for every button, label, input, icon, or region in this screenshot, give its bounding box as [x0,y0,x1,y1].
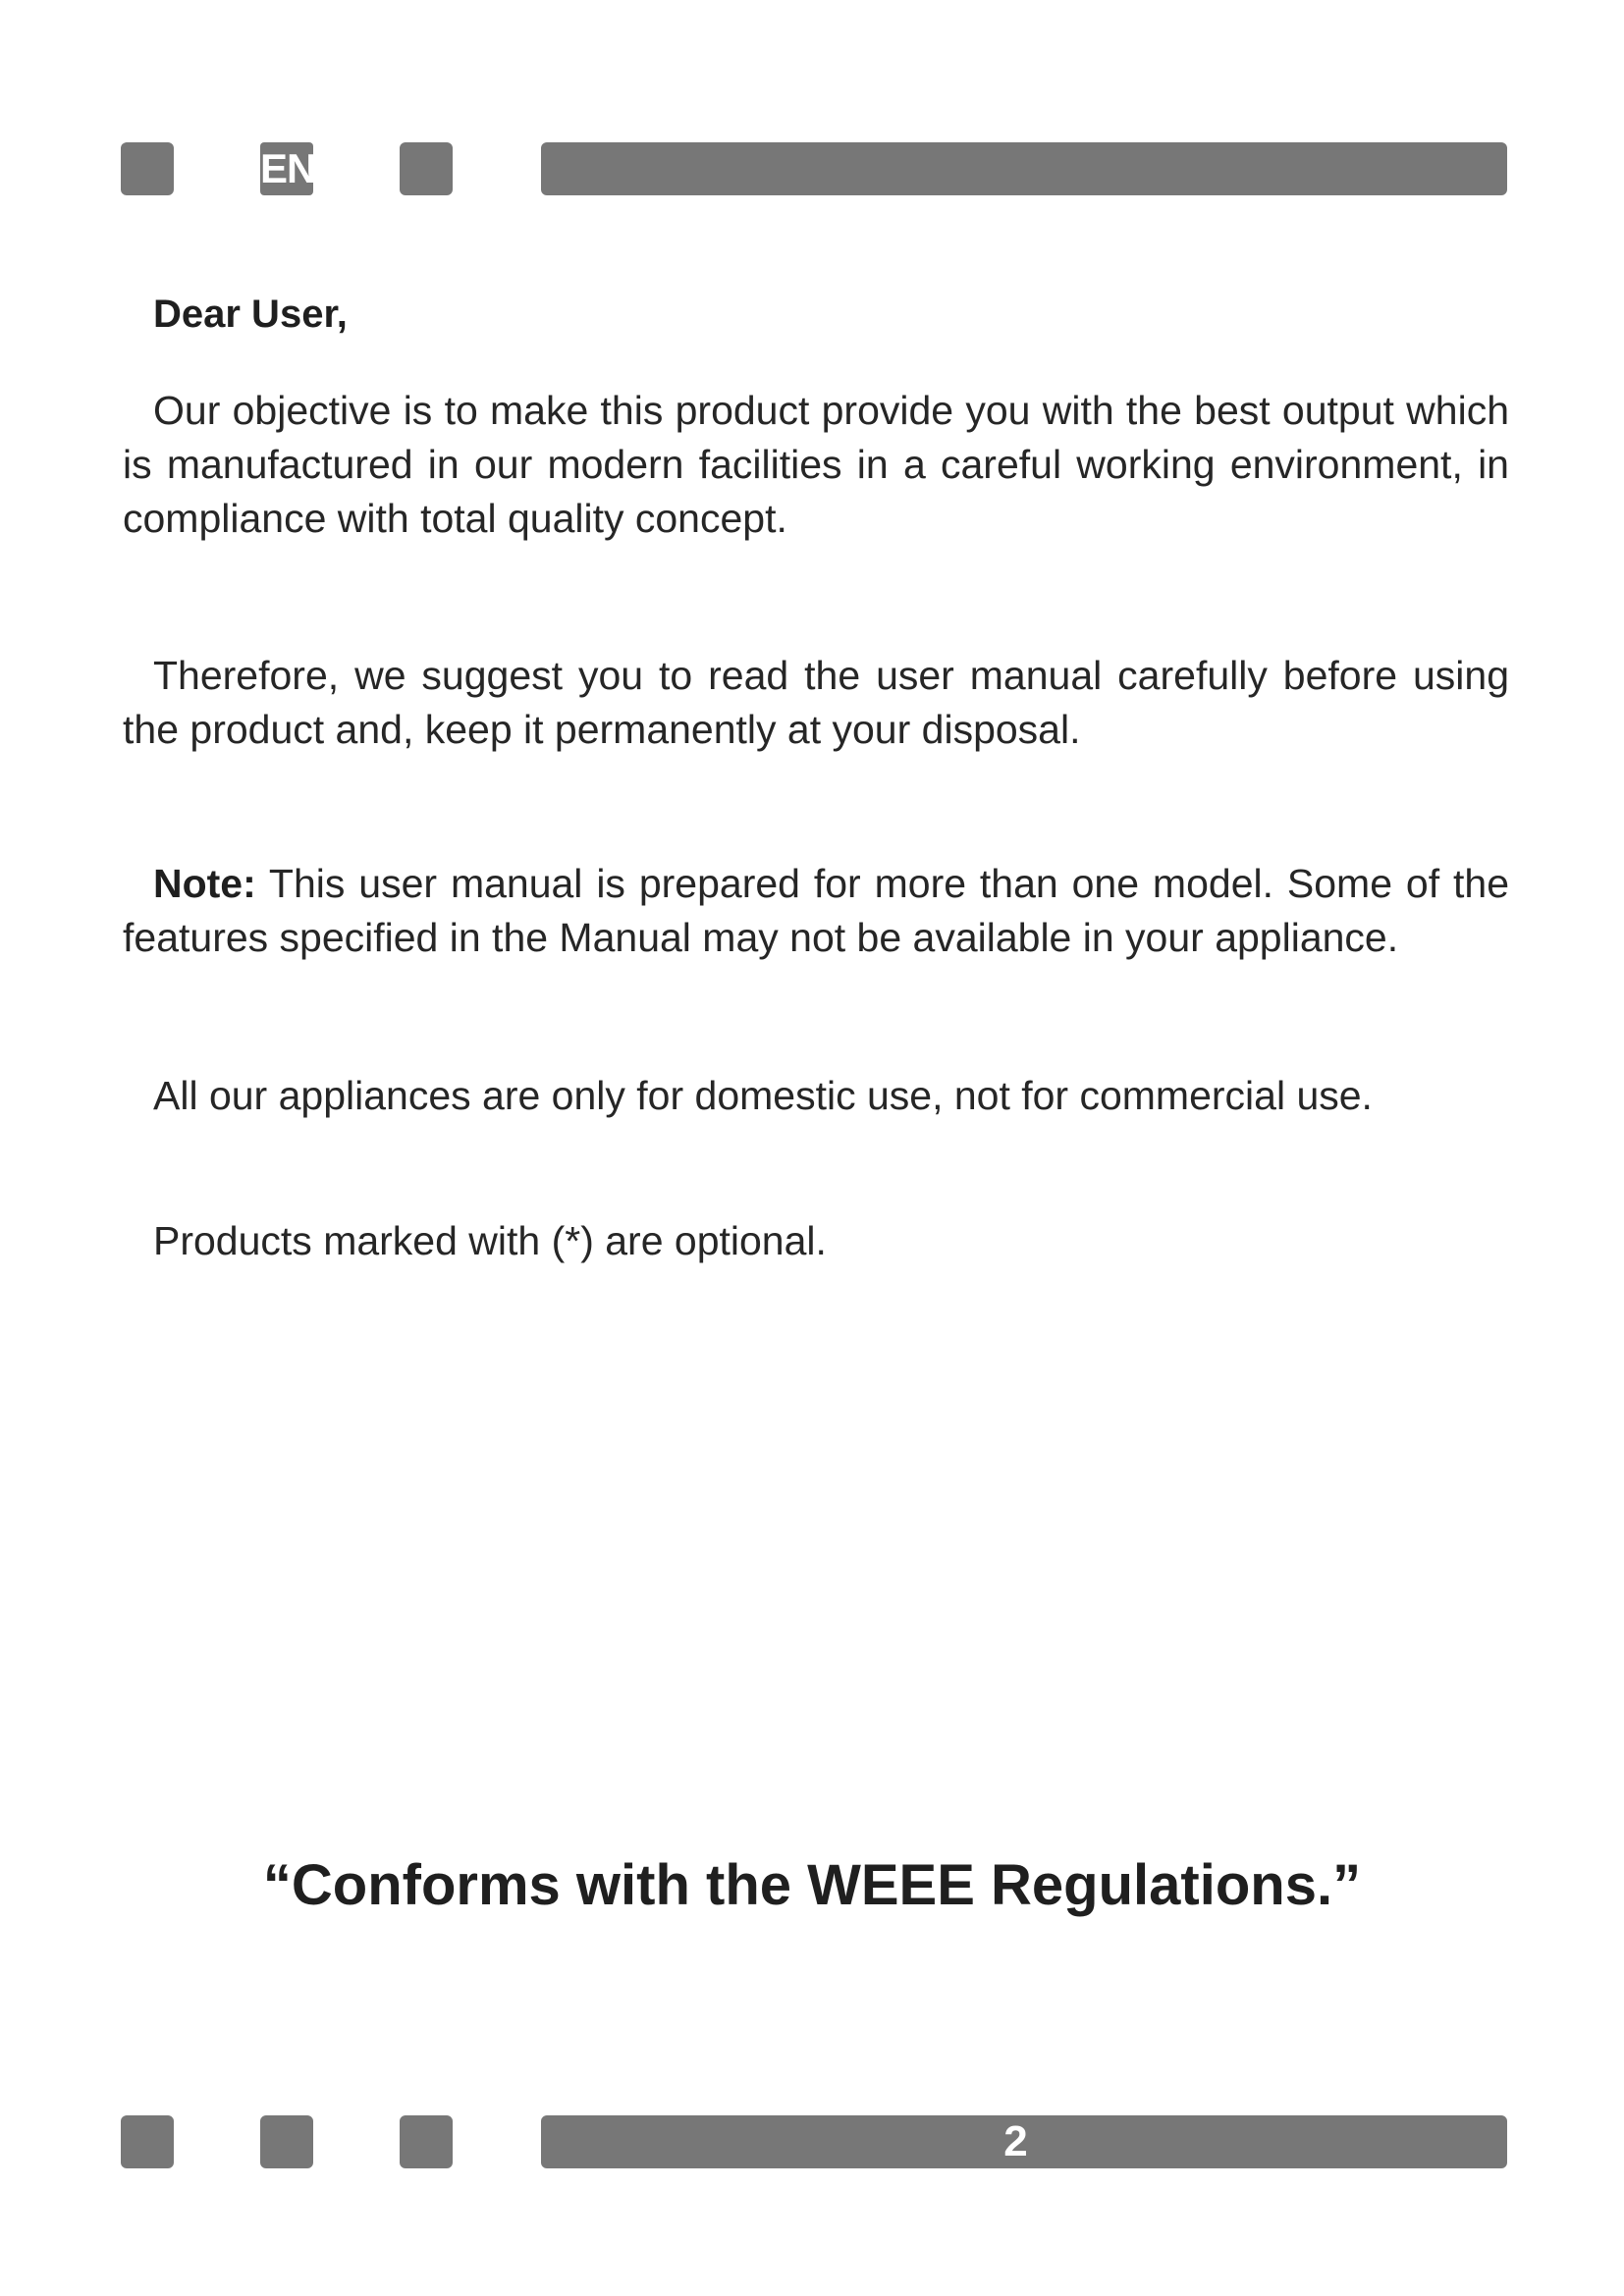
note-text: This user manual is prepared for more than one model. Some of the features specified in the Manual may not be available in your appliance. [123,861,1509,960]
page-number: 2 [541,2115,1507,2168]
objective-paragraph: Our objective is to make this product provide you with the best output which is manufactured in our modern facilities in a careful working environment, in compliance with total quality concept. [123,388,1509,541]
note-label: Note: [153,861,256,906]
header-square-1 [121,142,174,195]
footer-square-3 [400,2115,453,2168]
optional-products-paragraph: Products marked with (*) are optional. [153,1218,827,1263]
domestic-use-paragraph: All our appliances are only for domestic use, not for commercial use. [153,1073,1373,1118]
suggestion-paragraph: Therefore, we suggest you to read the user manual carefully before using the product and, keep it permanently at your disposal. [123,653,1509,752]
weee-statement: “Conforms with the WEEE Regulations.” [262,1853,1362,1917]
language-badge: EN [260,142,313,195]
header-bar [541,142,1507,195]
header-square-3 [400,142,453,195]
footer-square-1 [121,2115,174,2168]
greeting-heading: Dear User, [153,293,348,336]
footer-square-2 [260,2115,313,2168]
note-paragraph [123,857,1509,965]
